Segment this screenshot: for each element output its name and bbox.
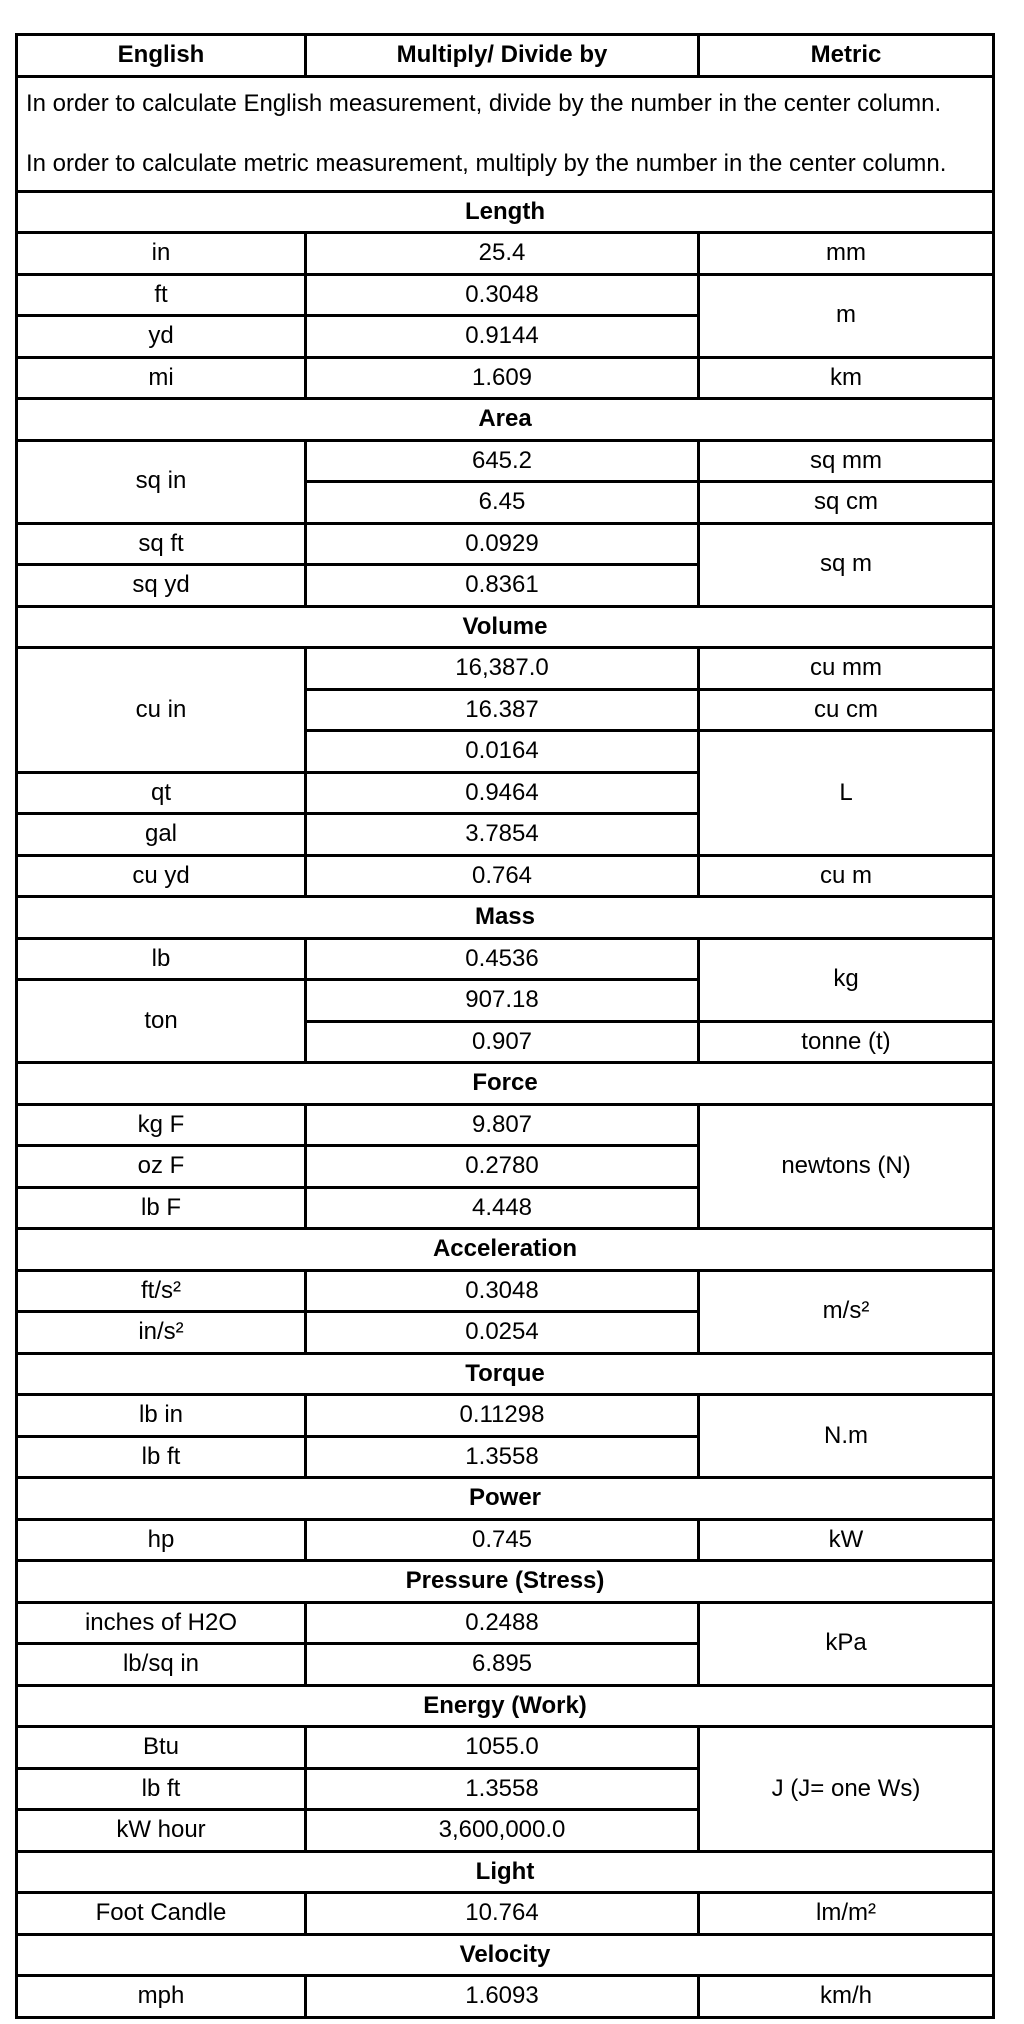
table-row [17,938,994,980]
table-row [17,233,994,275]
conversion-table [15,33,995,2019]
section-mass: Mass [17,897,994,939]
metric-unit: N.m [699,1395,994,1478]
header-factor: Multiply/ Divide by [306,35,699,77]
header-row [17,35,994,77]
factor: 0.3048 [306,274,699,316]
english-unit: lb in [17,1395,306,1437]
table-row [17,274,994,316]
factor: 1.3558 [306,1436,699,1478]
metric-unit: cu cm [699,689,994,731]
section-force: Force [17,1063,994,1105]
table-row [17,1270,994,1312]
section-power: Power [17,1478,994,1520]
english-unit: in/s² [17,1312,306,1354]
factor: 3.7854 [306,814,699,856]
english-unit: mi [17,357,306,399]
factor: 0.745 [306,1519,699,1561]
metric-unit: sq m [699,523,994,606]
factor: 0.2780 [306,1146,699,1188]
factor: 16,387.0 [306,648,699,690]
factor: 16.387 [306,689,699,731]
english-unit: cu in [17,648,306,773]
factor: 6.45 [306,482,699,524]
english-unit: cu yd [17,855,306,897]
section-row [17,1685,994,1727]
metric-unit: L [699,731,994,856]
section-row [17,1561,994,1603]
section-row [17,897,994,939]
section-row [17,1353,994,1395]
section-row [17,1934,994,1976]
english-unit: hp [17,1519,306,1561]
english-unit: oz F [17,1146,306,1188]
factor: 0.8361 [306,565,699,607]
metric-unit: sq cm [699,482,994,524]
table-row [17,1727,994,1769]
section-row [17,191,994,233]
english-unit: lb/sq in [17,1644,306,1686]
section-velocity: Velocity [17,1934,994,1976]
factor: 1.3558 [306,1768,699,1810]
english-unit: mph [17,1976,306,2018]
metric-unit: kg [699,938,994,1021]
section-light: Light [17,1851,994,1893]
english-unit: in [17,233,306,275]
table-row [17,1893,994,1935]
table-row [17,523,994,565]
english-unit: lb ft [17,1436,306,1478]
metric-unit: kPa [699,1602,994,1685]
section-row [17,399,994,441]
section-energy: Energy (Work) [17,1685,994,1727]
section-row [17,1478,994,1520]
table-row [17,855,994,897]
factor: 0.907 [306,1021,699,1063]
metric-instruction: In order to calculate metric measurement, multiply by the number in the center column. [26,149,947,177]
factor: 0.2488 [306,1602,699,1644]
factor: 0.9464 [306,772,699,814]
section-area: Area [17,399,994,441]
section-row [17,1229,994,1271]
table-row [17,357,994,399]
factor: 1.6093 [306,1976,699,2018]
factor: 0.3048 [306,1270,699,1312]
section-pressure: Pressure (Stress) [17,1561,994,1603]
english-unit: Foot Candle [17,1893,306,1935]
section-row [17,1063,994,1105]
metric-unit: m [699,274,994,357]
factor: 6.895 [306,1644,699,1686]
english-unit: sq yd [17,565,306,607]
metric-unit: cu mm [699,648,994,690]
table-row [17,440,994,482]
english-unit: inches of H2O [17,1602,306,1644]
metric-unit: m/s² [699,1270,994,1353]
instructions-row [17,76,994,191]
section-acceleration: Acceleration [17,1229,994,1271]
english-unit: kW hour [17,1810,306,1852]
english-unit: lb ft [17,1768,306,1810]
factor: 645.2 [306,440,699,482]
instructions-cell [17,76,994,191]
english-unit: ft [17,274,306,316]
section-torque: Torque [17,1353,994,1395]
factor: 0.4536 [306,938,699,980]
factor: 0.9144 [306,316,699,358]
factor: 907.18 [306,980,699,1022]
english-unit: Btu [17,1727,306,1769]
table-row [17,648,994,690]
metric-unit: tonne (t) [699,1021,994,1063]
english-unit: ton [17,980,306,1063]
english-instruction: In order to calculate English measurement, divide by the number in the center column. [26,89,942,117]
header-english: English [17,35,306,77]
english-unit: yd [17,316,306,358]
factor: 1055.0 [306,1727,699,1769]
factor: 10.764 [306,1893,699,1935]
english-unit: gal [17,814,306,856]
section-row [17,606,994,648]
metric-unit: J (J= one Ws) [699,1727,994,1852]
english-unit: sq ft [17,523,306,565]
factor: 3,600,000.0 [306,1810,699,1852]
english-unit: sq in [17,440,306,523]
metric-unit: lm/m² [699,1893,994,1935]
metric-unit: cu m [699,855,994,897]
factor: 0.764 [306,855,699,897]
english-unit: kg F [17,1104,306,1146]
metric-unit: mm [699,233,994,275]
section-row [17,1851,994,1893]
factor: 0.11298 [306,1395,699,1437]
factor: 4.448 [306,1187,699,1229]
metric-unit: km [699,357,994,399]
table-row [17,1104,994,1146]
header-metric: Metric [699,35,994,77]
metric-unit: kW [699,1519,994,1561]
english-unit: qt [17,772,306,814]
factor: 0.0254 [306,1312,699,1354]
factor: 9.807 [306,1104,699,1146]
table-row [17,1395,994,1437]
section-volume: Volume [17,606,994,648]
metric-unit: newtons (N) [699,1104,994,1229]
metric-unit: km/h [699,1976,994,2018]
section-length: Length [17,191,994,233]
table-row [17,1519,994,1561]
factor: 0.0929 [306,523,699,565]
metric-unit: sq mm [699,440,994,482]
english-unit: lb [17,938,306,980]
factor: 25.4 [306,233,699,275]
english-unit: lb F [17,1187,306,1229]
factor: 0.0164 [306,731,699,773]
table-row [17,1976,994,2018]
english-unit: ft/s² [17,1270,306,1312]
factor: 1.609 [306,357,699,399]
table-row [17,1602,994,1644]
